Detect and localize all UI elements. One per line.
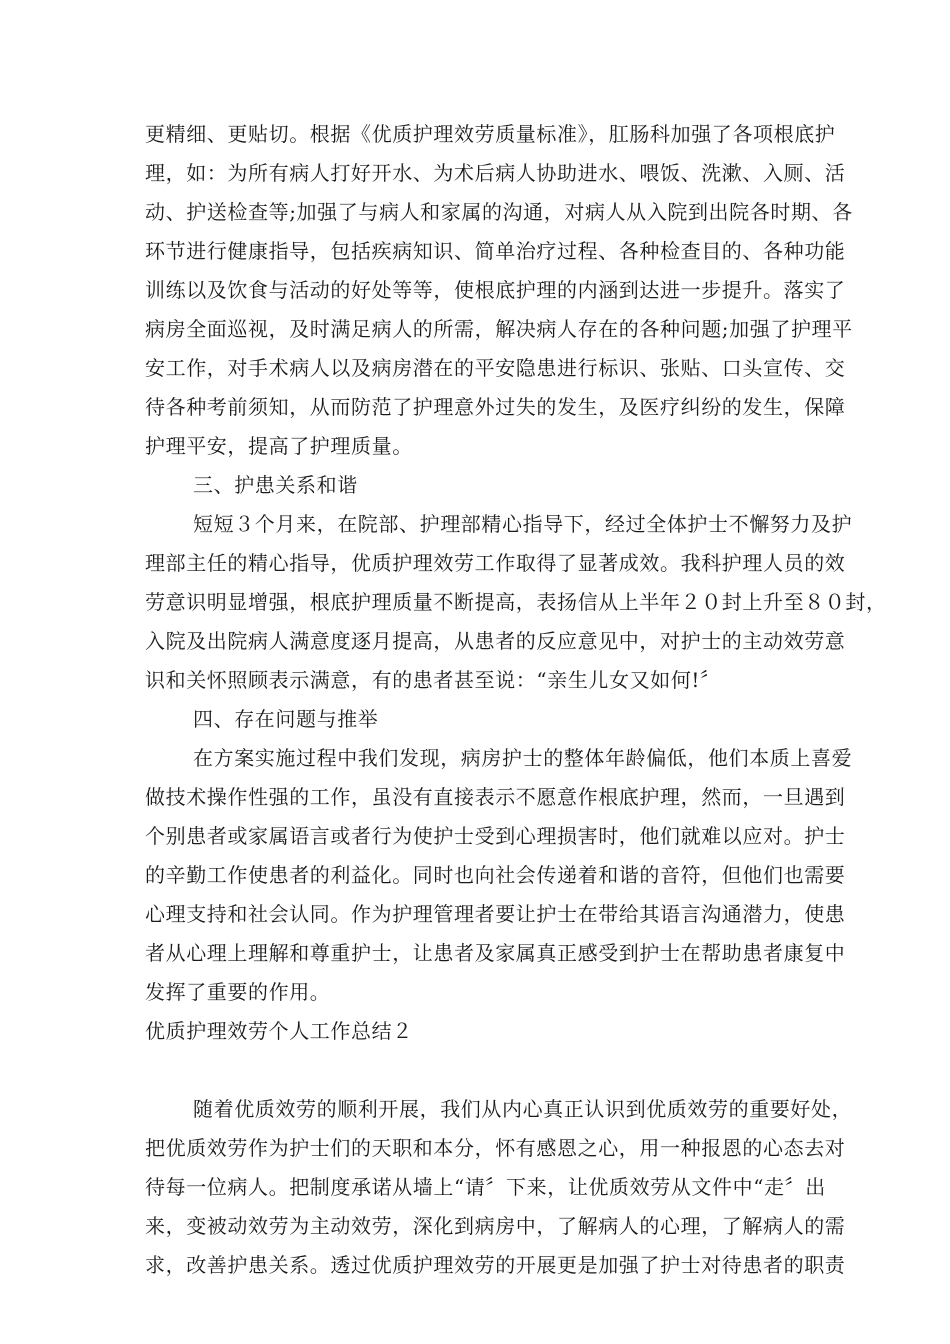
paragraph-line: 劳意识明显增强，根底护理质量不断提高，表扬信从上半年２０封上升至８０封， — [145, 590, 887, 614]
paragraph-line: 安工作，对手术病人以及病房潜在的平安隐患进行标识、张贴、口头宣传、交 — [145, 356, 846, 380]
paragraph-line: 求，改善护患关系。透过优质护理效劳的开展更是加强了护士对待患者的职责 — [145, 1253, 846, 1277]
paragraph-line: 待各种考前须知，从而防范了护理意外过失的发生，及医疗纠纷的发生，保障 — [145, 395, 846, 419]
paragraph-line: 在方案实施过程中我们发现，病房护士的整体年龄偏低，他们本质上喜爱 — [193, 746, 853, 770]
paragraph-line: 理部主任的精心指导，优质护理效劳工作取得了显著成效。我科护理人员的效 — [145, 551, 846, 575]
paragraph-line: 环节进行健康指导，包括疾病知识、简单治疗过程、各种检查目的、各种功能 — [145, 239, 846, 263]
paragraph-line: 者从心理上理解和尊重护士，让患者及家属真正感受到护士在帮助患者康复中 — [145, 941, 846, 965]
paragraph-line: 理，如：为所有病人打好开水、为术后病人协助进水、喂饭、洗漱、入厕、活 — [145, 161, 846, 185]
paragraph-line: 待每一位病人。把制度承诺从墙上“请〞下来，让优质效劳从文件中“走〞出 — [145, 1175, 826, 1199]
paragraph-line: 的辛勤工作使患者的利益化。同时也向社会传递着和谐的音符，但他们也需要 — [145, 863, 846, 887]
paragraph-line: 个别患者或家属语言或者行为使护士受到心理损害时，他们就难以应对。护士 — [145, 824, 846, 848]
paragraph-line: 更精细、更贴切。根据《优质护理效劳质量标准》，肛肠科加强了各项根底护 — [145, 122, 836, 146]
paragraph-line: 心理支持和社会认同。作为护理管理者要让护士在带给其语言沟通潜力，使患 — [145, 902, 846, 926]
section-heading: 四、存在问题与推举 — [193, 707, 379, 731]
section-heading: 三、护患关系和谐 — [193, 473, 358, 497]
paragraph-line: 护理平安，提高了护理质量。 — [145, 434, 413, 458]
paragraph-line: 来，变被动效劳为主动效劳，深化到病房中，了解病人的心理，了解病人的需 — [145, 1214, 846, 1238]
paragraph-line: 病房全面巡视，及时满足病人的所需，解决病人存在的各种问题;加强了护理平 — [145, 317, 853, 341]
paragraph-line: 把优质效劳作为护士们的天职和本分，怀有感恩之心，用一种报恩的心态去对 — [145, 1136, 846, 1160]
paragraph-line: 随着优质效劳的顺利开展，我们从内心真正认识到优质效劳的重要好处， — [193, 1097, 853, 1121]
paragraph-line: 训练以及饮食与活动的好处等等，使根底护理的内涵到达进一步提升。落实了 — [145, 278, 846, 302]
document-title: 优质护理效劳个人工作总结２ — [145, 1019, 413, 1043]
paragraph-line: 短短３个月来，在院部、护理部精心指导下，经过全体护士不懈努力及护 — [193, 512, 853, 536]
paragraph-line: 识和关怀照顾表示满意，有的患者甚至说：“亲生儿女又如何!〞 — [145, 668, 721, 692]
paragraph-line: 入院及出院病人满意度逐月提高，从患者的反应意见中，对护士的主动效劳意 — [145, 629, 846, 653]
paragraph-line: 动、护送检查等;加强了与病人和家属的沟通，对病人从入院到出院各时期、各 — [145, 200, 853, 224]
paragraph-line: 做技术操作性强的工作，虽没有直接表示不愿意作根底护理，然而，一旦遇到 — [145, 785, 846, 809]
paragraph-line: 发挥了重要的作用。 — [145, 980, 331, 1004]
